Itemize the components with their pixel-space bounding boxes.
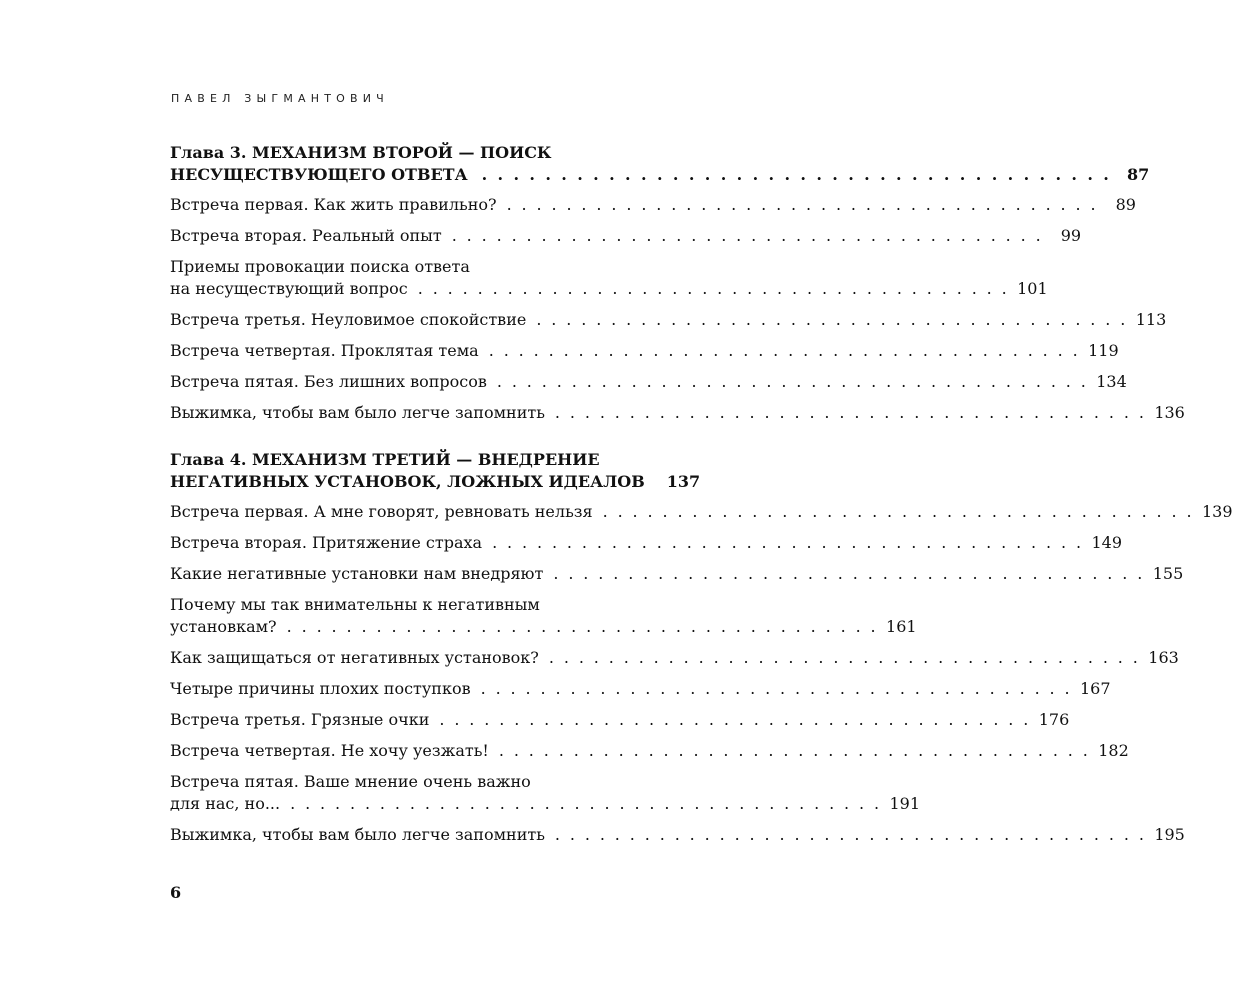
toc-entry[interactable] (170, 678, 1111, 700)
entry-title: Встреча четвертая. Не хочу уезжать! (170, 741, 489, 760)
leader-dots: . . . . . . . . . . . . . . . . . . . . . . . . . . . . . . . . . . . . . . . . (498, 741, 1091, 760)
entry-title-line1: Встреча пятая. Ваше мнение очень важно (170, 772, 531, 791)
chapter-4 (170, 449, 1233, 846)
entry-title: Встреча первая. А мне говорят, ревновать нельзя (170, 502, 593, 521)
chapter-title-line2: НЕСУЩЕСТВУЮЩЕГО ОТВЕТА (170, 165, 468, 184)
leader-dots: . . . . . . . . . . . . . . . . . . . . . . . . . . . . . . . . . . . . . . . . (536, 310, 1128, 329)
entry-title: Встреча четвертая. Проклятая тема (170, 341, 479, 360)
page-number: 113 (1135, 310, 1167, 329)
page-number: 101 (1017, 279, 1048, 298)
toc-entry[interactable] (170, 709, 1070, 731)
page-number: 149 (1091, 533, 1122, 552)
entry-title: для нас, но... (170, 794, 281, 813)
leader-dots: . . . . . . . . . . . . . . . . . . . . . . . . . . . . . . . . . . . . . . . . (492, 533, 1084, 552)
leader-dots: . . . . . . . . . . . . . . . . . . . . . . . . . . . . . . . . . . . . . . . . (451, 226, 1044, 245)
leader-dots: . . . . . . . . . . . . . . . . . . . . . . . . . . . . . . . . . . . . . . . . (548, 648, 1141, 667)
leader-dots: . . . . . . . . . . . . . . . . . . . . . . . . . . . . . . . . . . . . . . . . (553, 564, 1145, 583)
entry-title: Встреча третья. Грязные очки (170, 710, 430, 729)
chapter-title-line1: Глава 4. МЕХАНИЗМ ТРЕТИЙ — ВНЕДРЕНИЕ (170, 450, 600, 469)
page-number: 155 (1152, 564, 1184, 583)
chapter-heading[interactable] (170, 449, 701, 493)
leader-dots: . . . . . . . . . . . . . . . . . . . . . . . . . . . . . . . . . . . . . . . . (481, 165, 1112, 184)
page-number: 161 (886, 617, 917, 636)
entry-title: Встреча пятая. Без лишних вопросов (170, 372, 487, 391)
leader-dots: . . . . . . . . . . . . . . . . . . . . . . . . . . . . . . . . . . . . . . . . (417, 279, 1010, 298)
leader-dots: . . . . . . . . . . . . . . . . . . . . . . . . . . . . . . . . . . . . . . . . (496, 372, 1089, 391)
toc-entry[interactable] (170, 532, 1122, 554)
toc-entry[interactable] (170, 225, 1082, 247)
toc-entry[interactable] (170, 371, 1127, 393)
chapter-heading[interactable] (170, 142, 1150, 186)
entry-title: на несуществующий вопрос (170, 279, 408, 298)
toc-entry[interactable] (170, 771, 921, 815)
entry-title: установкам? (170, 617, 277, 636)
leader-dots: . . . . . . . . . . . . . . . . . . . . . . . . . . . . . . . . . . . . . . . . (488, 341, 1081, 360)
leader-dots: . . . . . . . . . . . . . . . . . . . . . . . . . . . . . . . . . . . . . . . . (286, 617, 879, 636)
toc-entry[interactable] (170, 824, 1185, 846)
page-number: 176 (1038, 710, 1070, 729)
toc-entry[interactable] (170, 340, 1119, 362)
page-number: 134 (1096, 372, 1127, 391)
page-number: 89 (1115, 195, 1136, 214)
page-number: 195 (1154, 825, 1185, 844)
page-number: 119 (1088, 341, 1119, 360)
chapter-title-line2: НЕГАТИВНЫХ УСТАНОВОК, ЛОЖНЫХ ИДЕАЛОВ (170, 472, 645, 491)
entry-title: Выжимка, чтобы вам было легче запомнить (170, 825, 545, 844)
leader-dots: . . . . . . . . . . . . . . . . . . . . . . . . . . . . . . . . . . . . . . . . (554, 403, 1147, 422)
leader-dots: . . . . . . . . . . . . . . . . . . . . . . . . . . . . . . . . . . . . . . . . (480, 679, 1072, 698)
entry-title: Выжимка, чтобы вам было легче запомнить (170, 403, 545, 422)
entry-title: Четыре причины плохих поступков (170, 679, 471, 698)
page-number: 163 (1148, 648, 1179, 667)
leader-dots: . . . . . . . . . . . . . . . . . . . . . . . . . . . . . . . . . . . . . . . . (439, 710, 1031, 729)
toc-entry[interactable] (170, 194, 1136, 216)
toc-entry[interactable] (170, 647, 1179, 669)
toc-entry[interactable] (170, 501, 1233, 523)
running-head: ПАВЕЛ ЗЫГМАНТОВИЧ (171, 92, 389, 105)
entry-title: Встреча вторая. Реальный опыт (170, 226, 442, 245)
chapter-title-line1: Глава 3. МЕХАНИЗМ ВТОРОЙ — ПОИСК (170, 143, 552, 162)
page-number: 191 (889, 794, 921, 813)
page-number: 137 (666, 472, 701, 491)
page-number: 87 (1126, 165, 1150, 184)
page-number: 99 (1060, 226, 1082, 245)
entry-title: Как защищаться от негативных установок? (170, 648, 539, 667)
entry-title: Встреча вторая. Притяжение страха (170, 533, 483, 552)
toc-entry[interactable] (170, 309, 1167, 331)
leader-dots: . . . . . . . . . . . . . . . . . . . . . . . . . . . . . . . . . . . . . . . . (554, 825, 1147, 844)
entry-title: Встреча третья. Неуловимое спокойствие (170, 310, 527, 329)
page-number: 182 (1098, 741, 1129, 760)
page-number: 139 (1201, 502, 1233, 521)
page-number: 167 (1080, 679, 1111, 698)
toc-entry[interactable] (170, 563, 1184, 585)
toc-entry[interactable] (170, 256, 1048, 300)
page-folio: 6 (170, 883, 182, 902)
toc-entry[interactable] (170, 402, 1185, 424)
leader-dots: . . . . . . . . . . . . . . . . . . . . . . . . . . . . . . . . . . . . . . . . (290, 794, 882, 813)
page-number: 136 (1154, 403, 1185, 422)
entry-title-line1: Приемы провокации поиска ответа (170, 257, 470, 276)
leader-dots: . . . . . . . . . . . . . . . . . . . . . . . . . . . . . . . . . . . . . . . . (602, 502, 1194, 521)
table-of-contents (170, 142, 1233, 871)
toc-entry[interactable] (170, 594, 917, 638)
leader-dots: . . . . . . . . . . . . . . . . . . . . . . . . . . . . . . . . . . . . . . . . (506, 195, 1098, 214)
toc-entry[interactable] (170, 740, 1129, 762)
entry-title: Встреча первая. Как жить правильно? (170, 195, 497, 214)
entry-title: Какие негативные установки нам внедряют (170, 564, 544, 583)
entry-title-line1: Почему мы так внимательны к негативным (170, 595, 540, 614)
chapter-3 (170, 142, 1185, 424)
